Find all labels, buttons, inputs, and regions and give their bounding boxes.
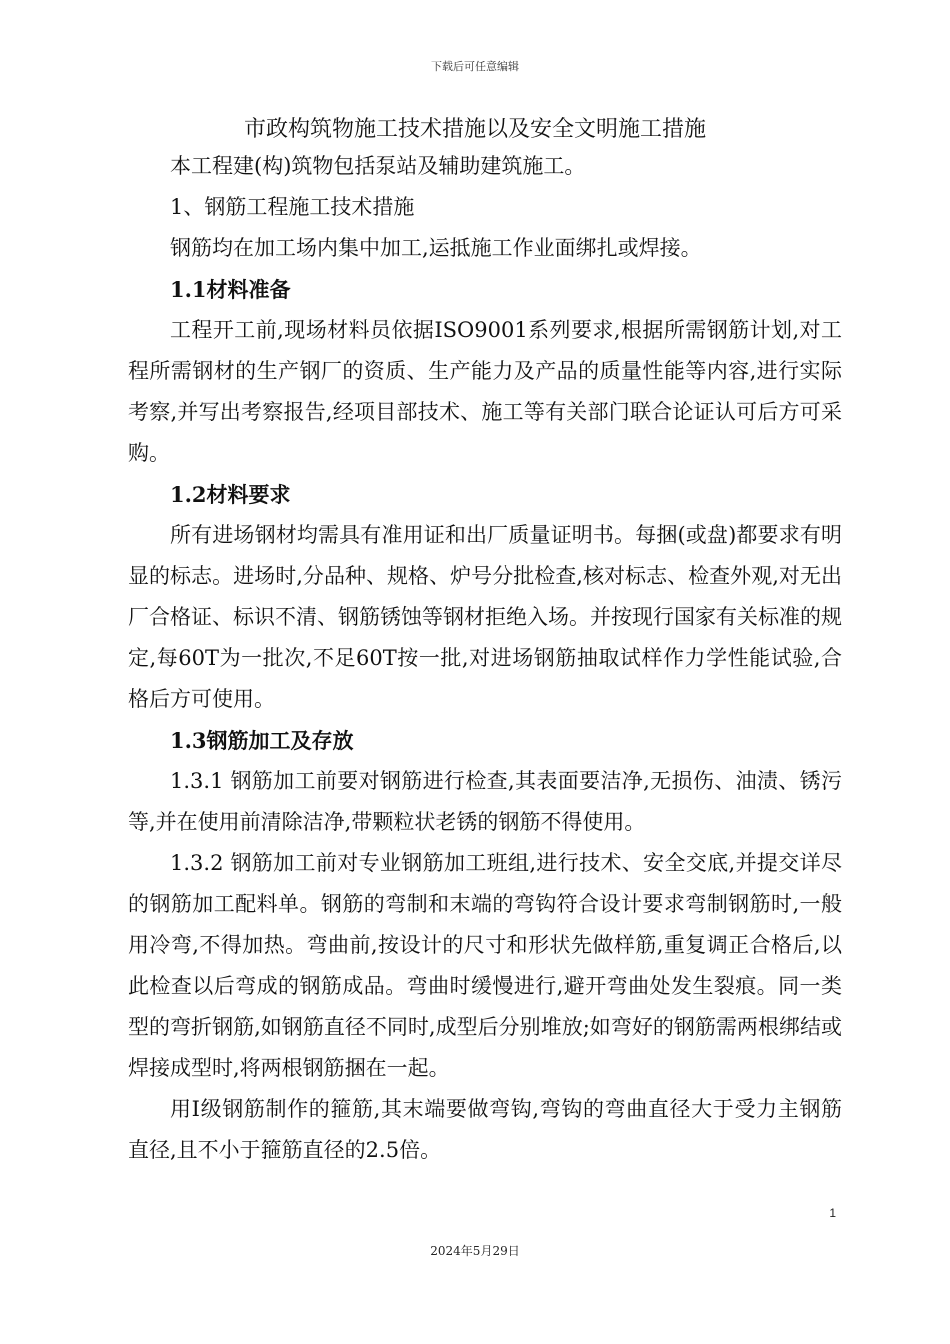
section-heading-1-3: 1.3钢筋加工及存放 (170, 728, 354, 753)
paragraph-1: 钢筋均在加工场内集中加工,运抵施工作业面绑扎或焊接。 (170, 236, 702, 260)
page-number: 1 (829, 1206, 836, 1220)
header-note: 下载后可任意编辑 (431, 60, 519, 73)
paragraph-1-3-2: 1.3.2 钢筋加工前对专业钢筋加工班组,进行技术、安全交底,并提交详尽的钢筋加工配料单。钢筋的弯制和末端的弯钩符合设计要求弯制钢筋时,一般用冷弯,不得加热。弯曲前,按设计的尺寸和形状先做样筋,重复调正合格后,以此检查以后弯成的钢筋成品。弯曲时缓慢进行,避开弯曲处发生裂痕。同一类型的弯折钢筋,如钢筋直径不同时,成型后分别堆放;如弯好的钢筋需两根绑结或焊接成型时,将两根钢筋捆在一起。 (128, 851, 842, 1080)
section-heading-1-1: 1.1材料准备 (170, 277, 291, 302)
paragraph-stirrup: 用Ⅰ级钢筋制作的箍筋,其末端要做弯钩,弯钩的弯曲直径大于受力主钢筋直径,且不小于箍筋直径的2.5倍。 (128, 1097, 842, 1162)
paragraph-1-1: 工程开工前,现场材料员依据ISO9001系列要求,根据所需钢筋计划,对工程所需钢材的生产钢厂的资质、生产能力及产品的质量性能等内容,进行实际考察,并写出考察报告,经项目部技术、施工等有关部门联合论证认可后方可采购。 (128, 318, 842, 465)
section-heading-1-2: 1.2材料要求 (170, 482, 291, 507)
paragraph-intro: 本工程建(构)筑物包括泵站及辅助建筑施工。 (170, 154, 586, 178)
footer-date: 2024年5月29日 (430, 1244, 520, 1258)
paragraph-1-2: 所有进场钢材均需具有准用证和出厂质量证明书。每捆(或盘)都要求有明显的标志。进场时,分品种、规格、炉号分批检查,核对标志、检查外观,对无出厂合格证、标识不清、钢筋锈蚀等钢材拒绝入场。并按现行国家有关标准的规定,每60T为一批次,不足60T按一批,对进场钢筋抽取试样作力学性能试验,合格后方可使用。 (128, 523, 842, 711)
paragraph-1-3-1: 1.3.1 钢筋加工前要对钢筋进行检查,其表面要洁净,无损伤、油渍、锈污等,并在使用前清除洁净,带颗粒状老锈的钢筋不得使用。 (128, 769, 842, 834)
document-body (128, 146, 842, 1171)
section-heading-1: 1、钢筋工程施工技术措施 (170, 195, 415, 219)
document-title: 市政构筑物施工技术措施以及安全文明施工措施 (243, 117, 706, 142)
